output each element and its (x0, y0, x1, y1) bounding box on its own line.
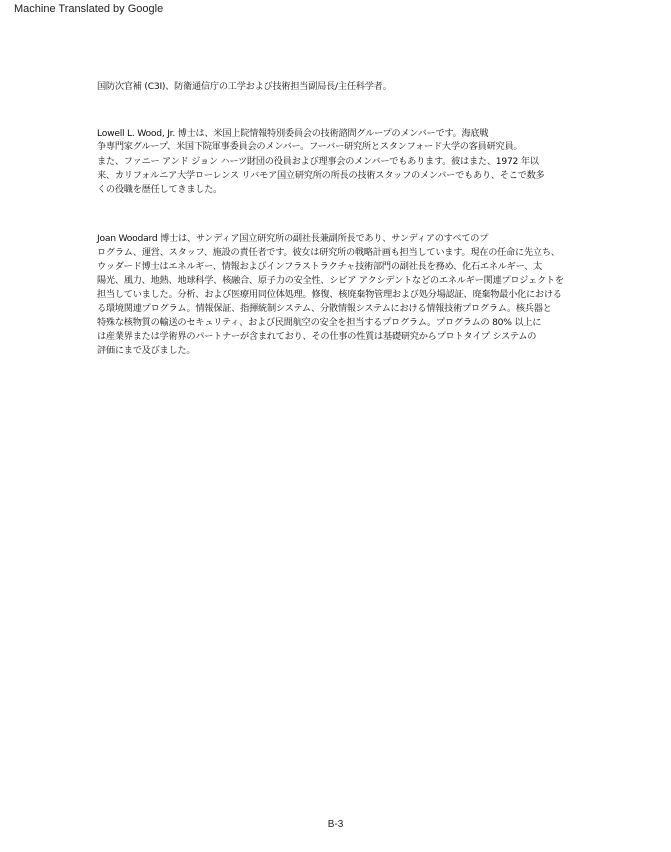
paragraph-2-line-1: Lowell L. Wood, Jr. 博士は、米国上院情報特別委員会の技術諮問グループのメンバーです。海底戦 (97, 128, 489, 139)
paragraph-2-line-2: 争専門家グループ、米国下院軍事委員会のメンバー。フーバー研究所とスタンフォード大学の客員研究員。 (97, 141, 523, 152)
paragraph-1-line-1: 国防次官補 (C3I)、防衛通信庁の工学および技術担当副局長/主任科学者。 (97, 81, 392, 92)
paragraph-3-line-3: ウッダード博士はエネルギー、情報およびインフラストラクチャ技術部門の副社長を務め、化石エネルギー、太 (97, 261, 543, 272)
paragraph-3-line-9: 評価にまで及びました。 (97, 345, 196, 356)
paragraph-3-line-8: は産業界または学術界のパートナーが含まれており、その仕事の性質は基礎研究からプロトタイプ システムの (97, 331, 537, 342)
paragraph-2-line-4: 来、カリフォルニア大学ローレンス リバモア国立研究所の所長の技術スタッフのメンバーでもあり、そこで数多 (97, 170, 545, 181)
paragraph-3-line-7: 特殊な核物質の輸送のセキュリティ、および民間航空の安全を担当するプログラム。プログラムの 80% 以上に (97, 317, 542, 328)
paragraph-2-line-3: また、ファニー アンド ジョン ハーツ財団の役員および理事会のメンバーでもあります。彼はまた、1972 年以 (97, 156, 539, 167)
paragraph-3-line-4: 陽光、風力、地熱、地球科学、核融合、原子力の安全性、シビア アクシデントなどのエネルギー関連プロジェクトを (97, 275, 564, 286)
page-number: B-3 (327, 819, 344, 830)
paragraph-3-line-6: る環境関連プログラム。情報保証、指揮統制システム、分散情報システムにおける情報技術プログラム。核兵器と (97, 303, 552, 314)
paragraph-2-line-5: くの役職を歴任してきました。 (97, 184, 223, 195)
paragraph-3-line-1: Joan Woodard 博士は、サンディア国立研究所の副社長兼副所長であり、サンディアのすべてのプ (97, 233, 489, 244)
machine-translation-banner: Machine Translated by Google (14, 3, 164, 15)
paragraph-3-line-5: 担当していました。分析、および医療用同位体処理。修復、核廃棄物管理および処分場認証、廃棄物最小化における (97, 289, 562, 300)
paragraph-3-line-2: ログラム、運営、スタッフ、施設の責任者です。彼女は研究所の戦略計画も担当しています。現在の任命に先立ち、 (97, 247, 560, 258)
